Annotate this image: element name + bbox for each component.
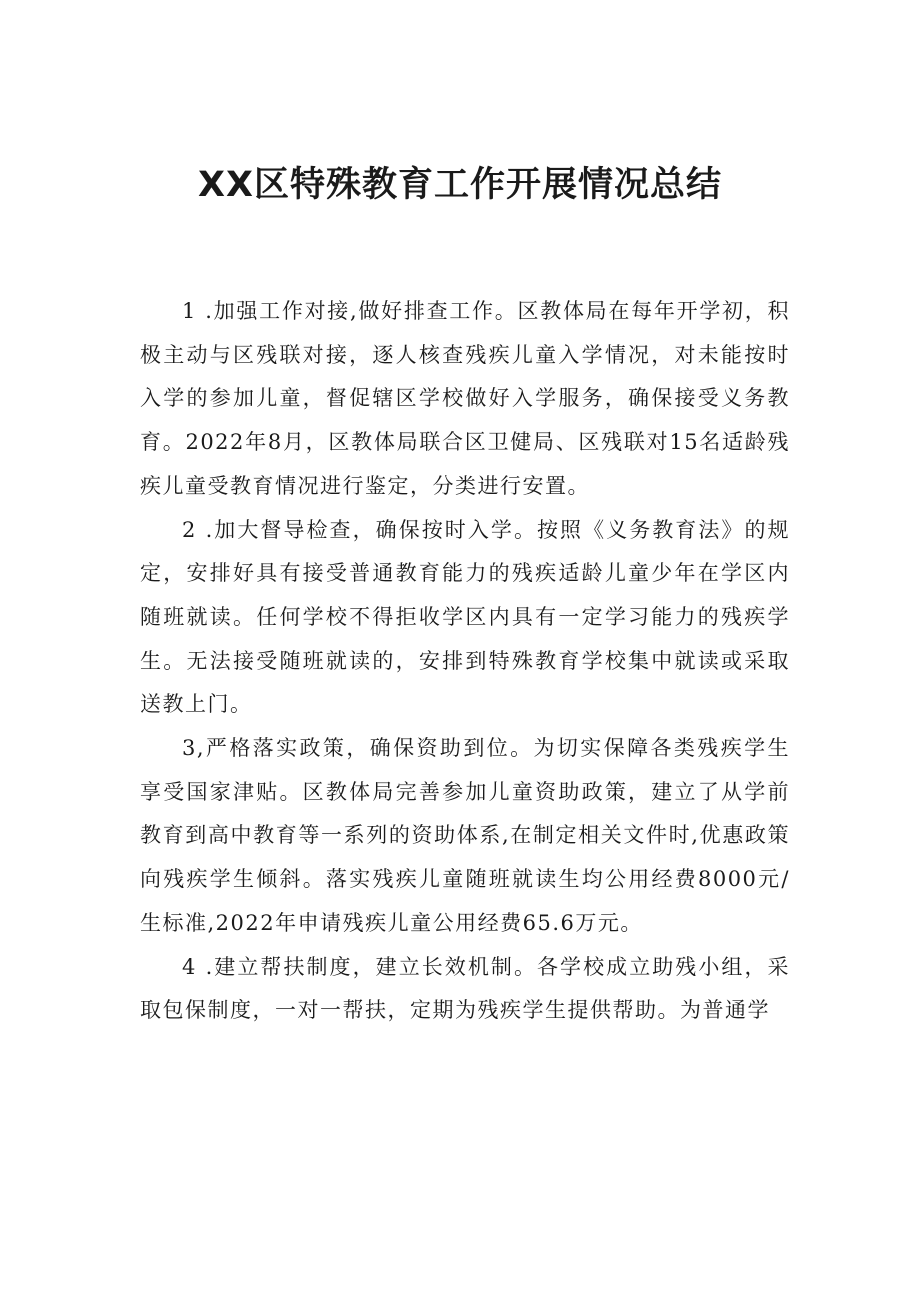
paragraph-1: 1 .加强工作对接,做好排查工作。区教体局在每年开学初，积极主动与区残联对接，逐人核查残疾儿童入学情况，对未能按时入学的参加儿童，督促辖区学校做好入学服务，确保接受义务教育。2022年8月，区教体局联合区卫健局、区残联对15名适龄残疾儿童受教育情况进行鉴定，分类进行安置。 <box>140 299 790 498</box>
document-title: XX区特殊教育工作开展情况总结 <box>198 165 722 205</box>
paragraph-4: 4 .建立帮扶制度，建立长效机制。各学校成立助残小组，采取包保制度，一对一帮扶，定期为残疾学生提供帮助。为普通学 <box>140 954 790 1023</box>
paragraph-3: 3,严格落实政策，确保资助到位。为切实保障各类残疾学生享受国家津贴。区教体局完善参加儿童资助政策，建立了从学前教育到高中教育等一系列的资助体系,在制定相关文件时,优惠政策向残疾学生倾斜。落实残疾儿童随班就读生均公用经费8000元/生标准,2022年申请残疾儿童公用经费65.6万元。 <box>140 736 790 935</box>
paragraph-2: 2 .加大督导检查，确保按时入学。按照《义务教育法》的规定，安排好具有接受普通教育能力的残疾适龄儿童少年在学区内随班就读。任何学校不得拒收学区内具有一定学习能力的残疾学生。无法接受随班就读的，安排到特殊教育学校集中就读或采取送教上门。 <box>140 517 790 717</box>
document-body <box>140 290 790 1033</box>
